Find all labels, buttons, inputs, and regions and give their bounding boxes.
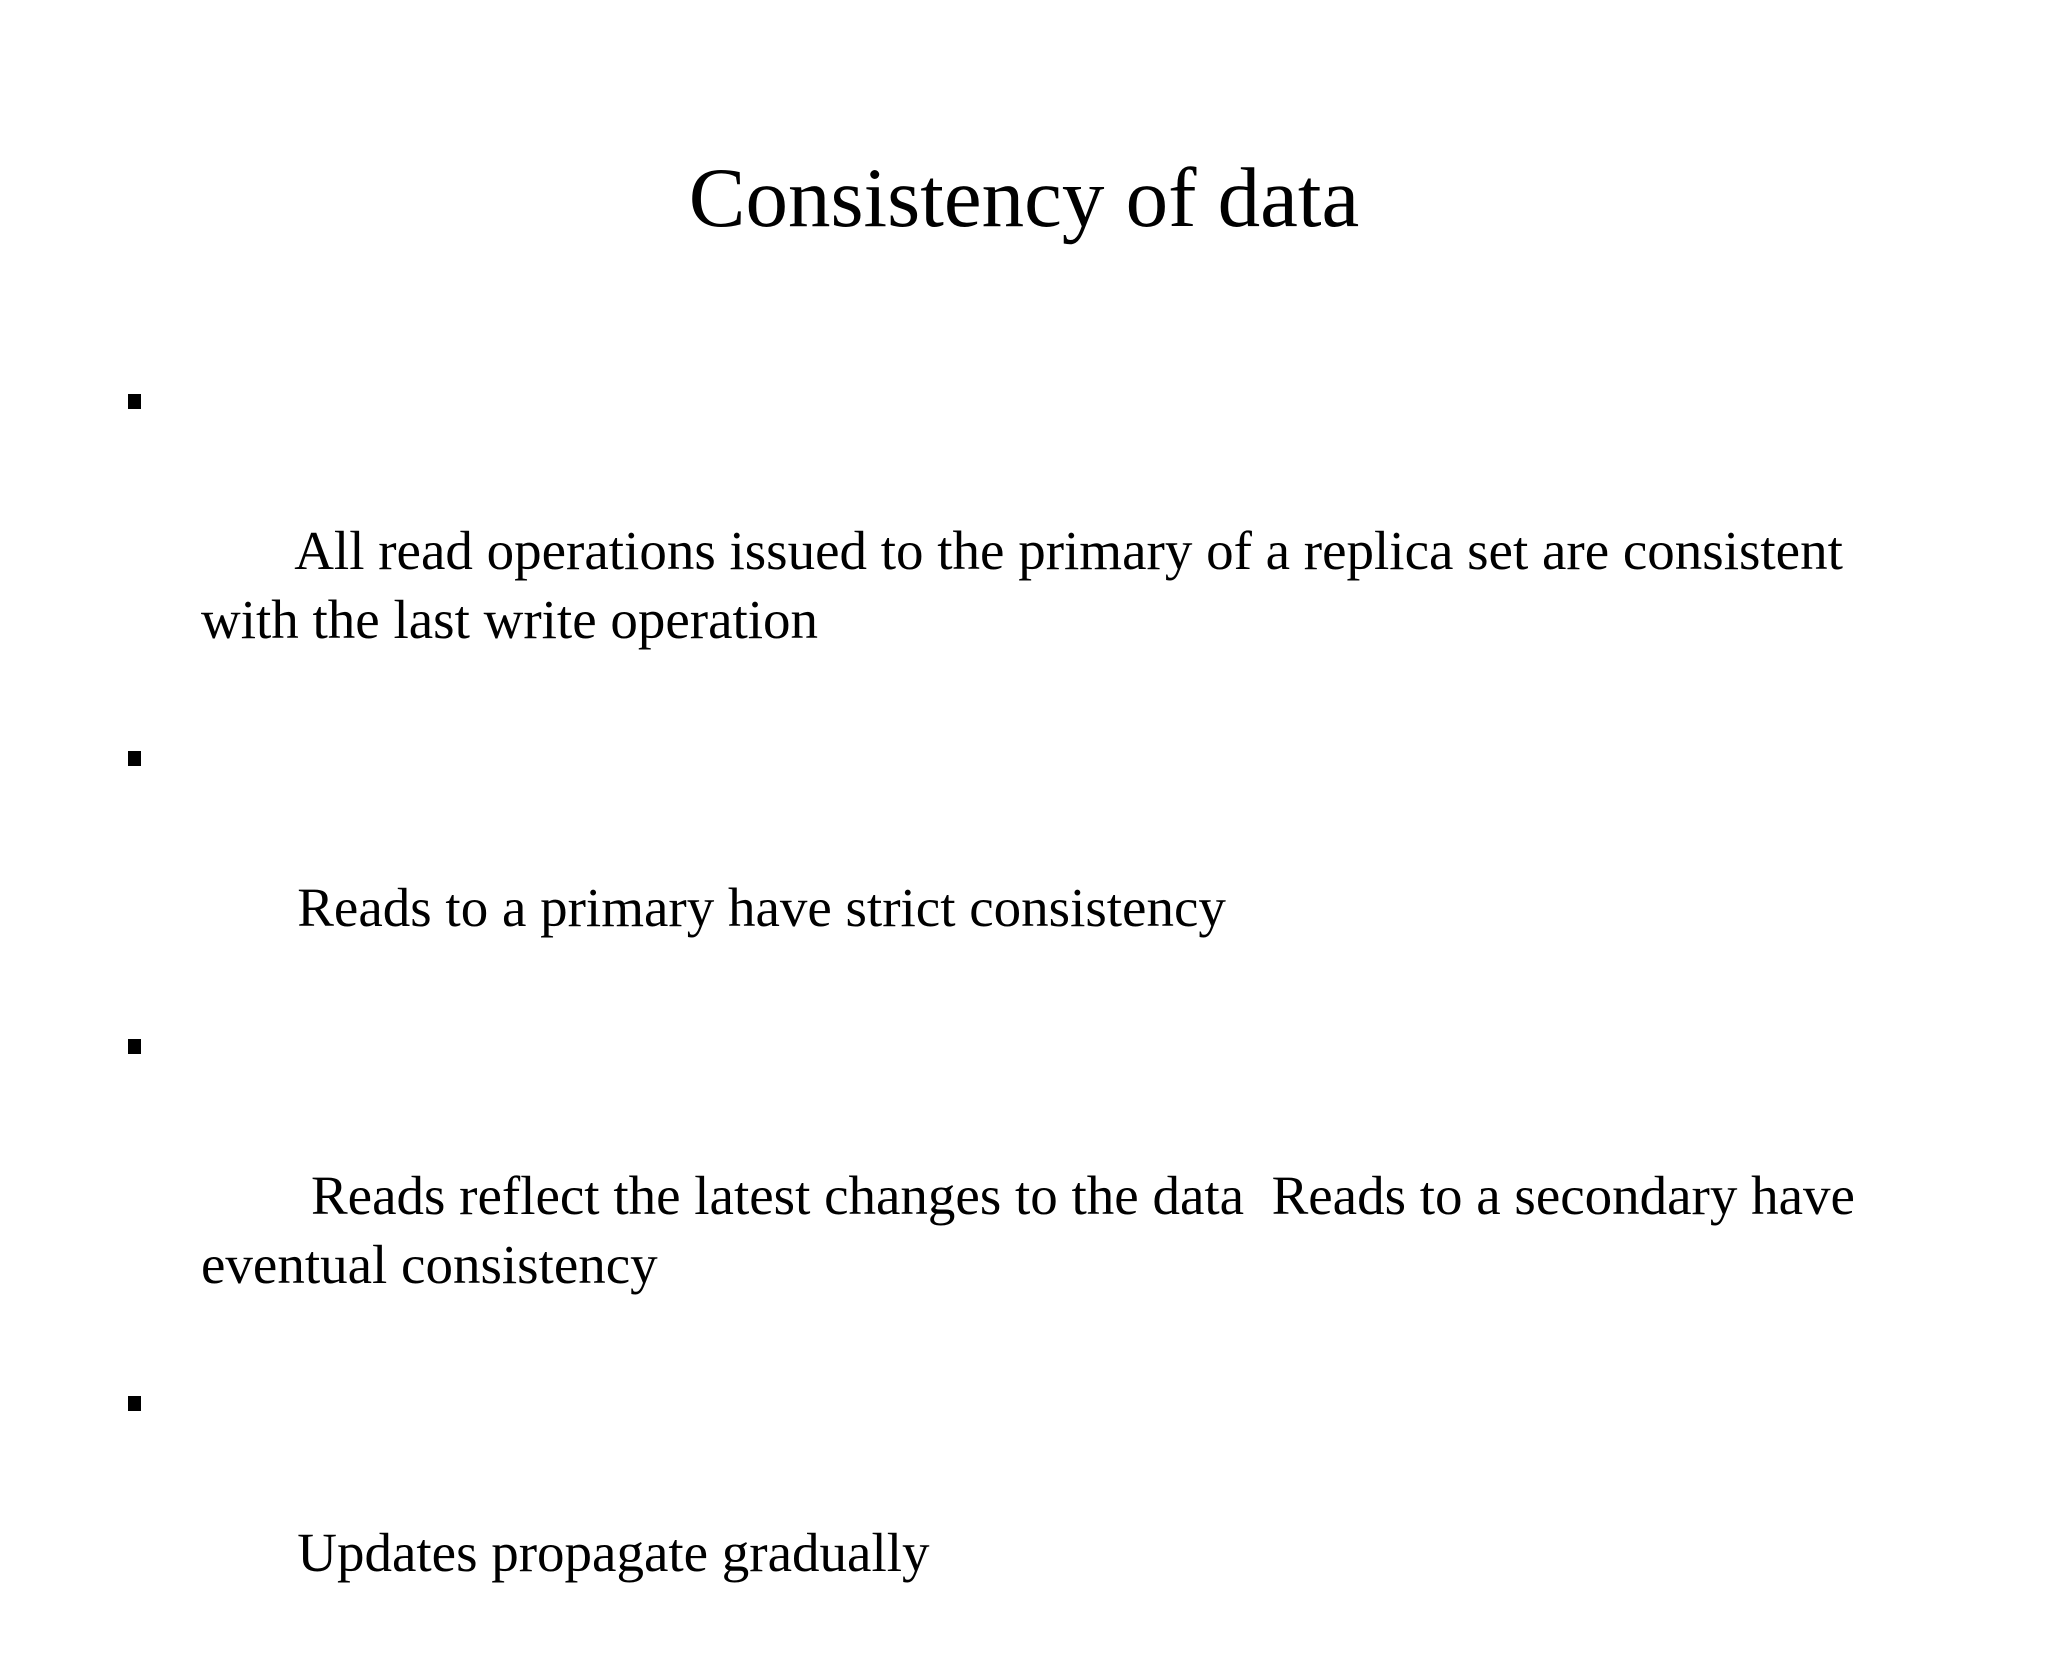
bullet-item bbox=[128, 1380, 1948, 1656]
bullet-item bbox=[128, 378, 1948, 723]
square-bullet-icon bbox=[128, 1396, 141, 1411]
bullet-list bbox=[128, 378, 1948, 1668]
bullet-text: Updates propagate gradually bbox=[283, 1522, 930, 1583]
square-bullet-icon bbox=[128, 394, 141, 409]
bullet-item bbox=[128, 735, 1948, 1011]
square-bullet-icon bbox=[128, 1039, 141, 1054]
bullet-item bbox=[128, 1023, 1948, 1368]
square-bullet-icon bbox=[128, 751, 141, 766]
bullet-text: Reads reflect the latest changes to the data Reads to a secondary have eventual consistency bbox=[201, 1165, 1869, 1295]
slide-title: Consistency of data bbox=[688, 151, 1360, 245]
bullet-text: All read operations issued to the primary of a replica set are consistent with the last write operation bbox=[201, 520, 1857, 650]
bullet-text: Reads to a primary have strict consistency bbox=[283, 877, 1226, 938]
